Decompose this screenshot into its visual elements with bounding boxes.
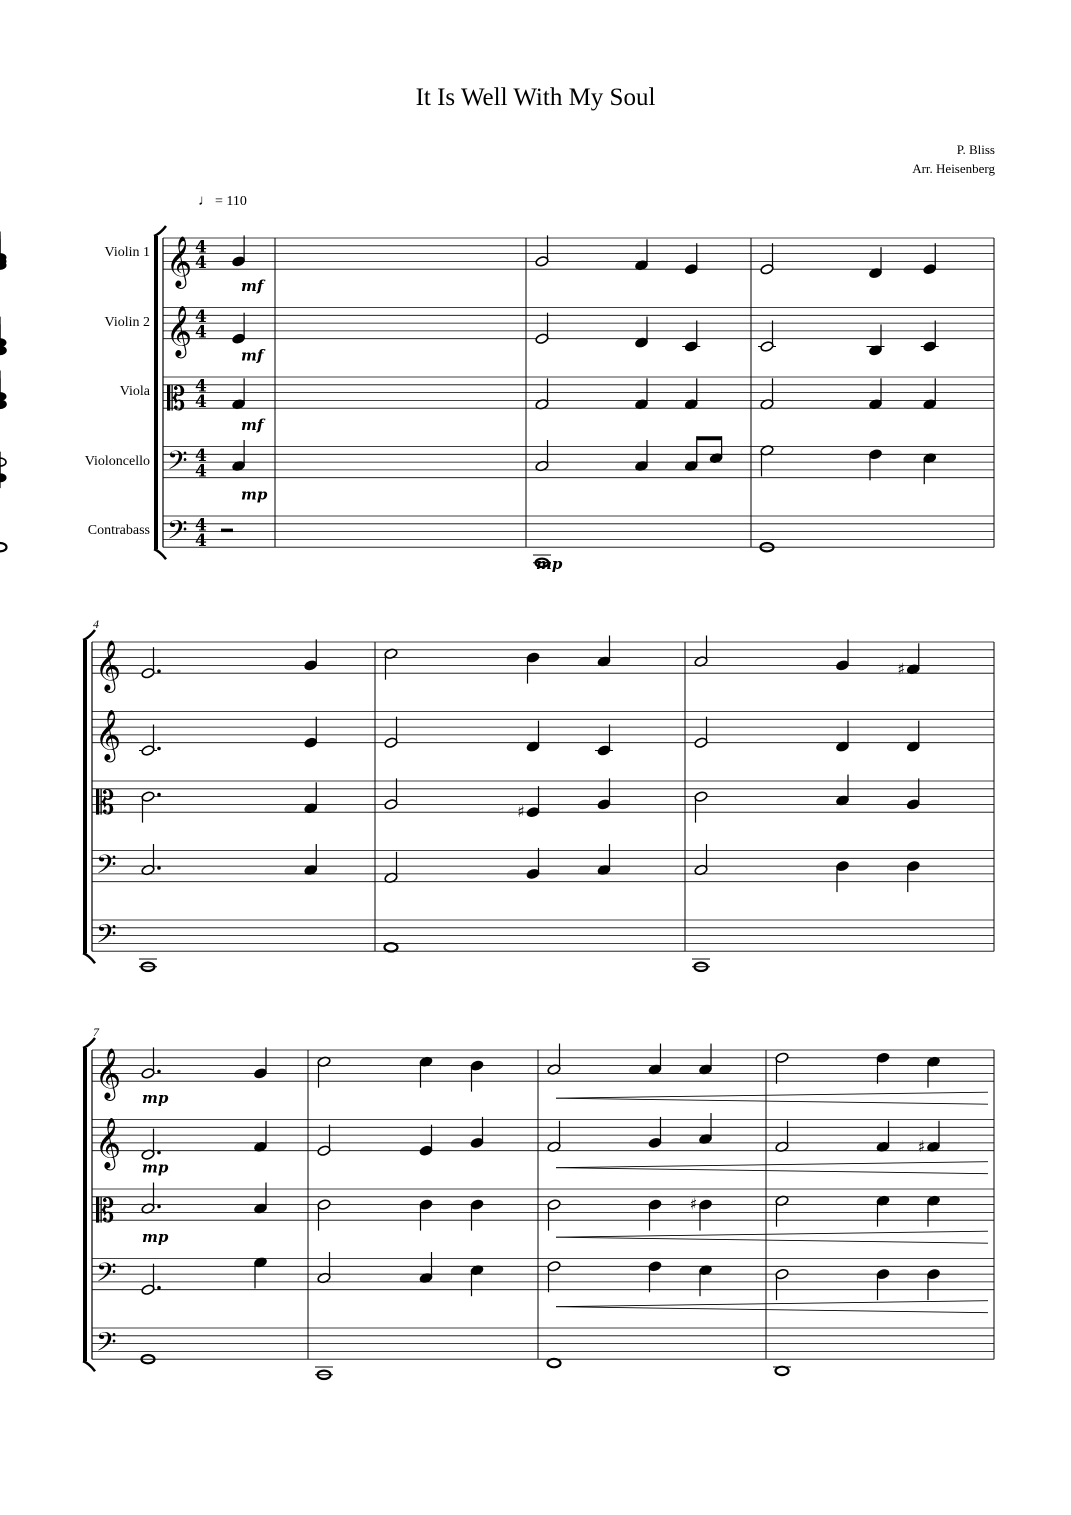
sharp-accidental: ♯: [689, 1194, 698, 1214]
bracket-bottom-hook: [154, 549, 166, 559]
bracket-top-hook: [154, 226, 166, 236]
crescendo-hairpin: [556, 1237, 988, 1243]
half-note: [0, 458, 6, 466]
quarter-note: [0, 474, 6, 482]
tempo-value: = 110: [215, 194, 247, 209]
whole-note: [385, 943, 398, 951]
sharp-accidental: ♯: [517, 802, 525, 822]
quarter-note: [0, 261, 6, 269]
dynamic-marking: mf: [241, 277, 264, 296]
augmentation-dot: [157, 747, 161, 751]
instrument-label-viola: Viola: [119, 384, 150, 399]
system-bracket: [83, 1048, 87, 1361]
dynamic-marking: mp: [142, 1228, 169, 1247]
bass-clef-icon: 𝄢: [96, 1256, 117, 1295]
alto-clef-icon: 𝄡: [167, 379, 186, 419]
crescendo-hairpin: [556, 1307, 988, 1313]
augmentation-dot: [157, 793, 161, 797]
score-title: It Is Well With My Soul: [415, 84, 656, 111]
treble-clef-icon: 𝄞: [95, 1117, 122, 1169]
bass-clef-icon: 𝄢: [96, 848, 117, 887]
bracket-top-hook: [83, 1038, 95, 1048]
bracket-top-hook: [83, 630, 95, 640]
augmentation-dot: [157, 1151, 161, 1155]
instrument-label-violin-2: Violin 2: [104, 315, 150, 330]
augmentation-dot: [157, 669, 161, 673]
half-rest: [221, 529, 233, 533]
quarter-note: [0, 346, 6, 354]
instrument-label-contrabass: Contrabass: [87, 523, 150, 538]
dynamic-marking: mf: [241, 416, 264, 435]
time-signature-denominator: 4: [195, 392, 207, 413]
time-signature-denominator: 4: [195, 322, 207, 343]
dynamic-marking: mp: [142, 1158, 169, 1177]
whole-note: [776, 1367, 789, 1375]
whole-note: [548, 1359, 561, 1367]
measure-number: 4: [93, 617, 99, 631]
alto-clef-icon: 𝄡: [96, 783, 115, 823]
arranger-credit: Arr. Heisenberg: [912, 161, 995, 176]
bracket-bottom-hook: [83, 1361, 95, 1371]
quarter-note-icon: ♩: [198, 193, 213, 209]
bass-clef-icon: 𝄢: [167, 444, 188, 483]
augmentation-dot: [157, 1205, 161, 1209]
time-signature-denominator: 4: [195, 461, 207, 482]
time-signature-numerator: 4: [195, 515, 207, 536]
dynamic-marking: mp: [142, 1089, 169, 1108]
bracket-bottom-hook: [83, 953, 95, 963]
crescendo-hairpin: [556, 1231, 988, 1237]
bass-clef-icon: 𝄢: [96, 1326, 117, 1365]
quarter-note: [0, 400, 6, 408]
quarter-note: [0, 339, 6, 347]
sharp-accidental: ♯: [917, 1136, 926, 1156]
crescendo-hairpin: [556, 1168, 988, 1174]
time-signature-numerator: 4: [195, 446, 207, 467]
time-signature-numerator: 4: [195, 237, 207, 258]
system-bracket: [83, 640, 87, 953]
instrument-label-violoncello: Violoncello: [84, 454, 150, 469]
treble-clef-icon: 𝄞: [166, 305, 193, 357]
measure-number: 7: [93, 1025, 99, 1039]
dynamic-marking: mp: [241, 485, 268, 504]
time-signature-numerator: 4: [195, 376, 207, 397]
augmentation-dot: [157, 866, 161, 870]
time-signature-numerator: 4: [195, 307, 207, 328]
alto-clef-icon: 𝄡: [96, 1191, 115, 1231]
bass-clef-icon: 𝄢: [96, 918, 117, 957]
time-signature-denominator: 4: [195, 531, 207, 552]
treble-clef-icon: 𝄞: [95, 640, 122, 692]
composer-credit: P. Bliss: [956, 142, 995, 157]
crescendo-hairpin: [556, 1092, 988, 1098]
treble-clef-icon: 𝄞: [166, 236, 193, 288]
augmentation-dot: [157, 1286, 161, 1290]
crescendo-hairpin: [556, 1098, 988, 1104]
sharp-accidental: ♯: [897, 659, 905, 679]
eighth-beam: [697, 436, 722, 440]
whole-note: [0, 543, 7, 551]
system-bracket: [154, 236, 158, 549]
dynamic-marking: mp: [536, 555, 563, 574]
treble-clef-icon: 𝄞: [95, 709, 122, 761]
quarter-note: [0, 393, 6, 401]
crescendo-hairpin: [556, 1162, 988, 1168]
crescendo-hairpin: [556, 1301, 988, 1307]
augmentation-dot: [157, 1070, 161, 1074]
bass-clef-icon: 𝄢: [167, 514, 188, 553]
time-signature-denominator: 4: [195, 253, 207, 274]
treble-clef-icon: 𝄞: [95, 1048, 122, 1100]
dynamic-marking: mf: [241, 346, 264, 365]
instrument-label-violin-1: Violin 1: [104, 245, 150, 260]
